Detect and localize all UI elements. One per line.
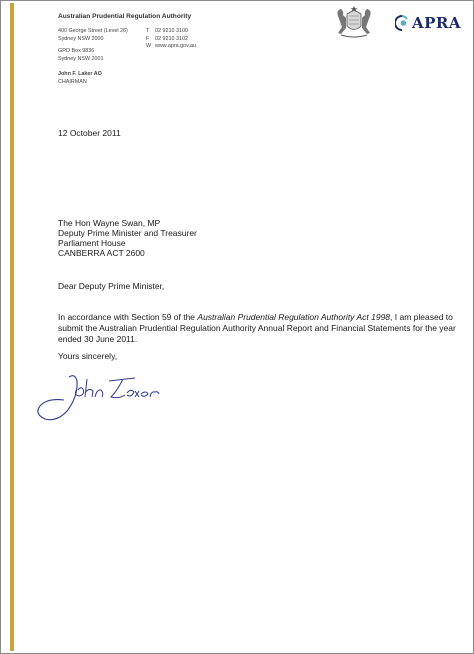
contact-web: W www.apra.gov.au xyxy=(146,43,196,49)
contact-details xyxy=(146,28,196,51)
contact-fax: F 02 9210 3102 xyxy=(146,35,188,42)
coat-of-arms-icon xyxy=(335,6,373,40)
gold-margin-bar xyxy=(10,3,14,651)
recipient-address: The Hon Wayne Swan, MP Deputy Prime Minister and Treasurer Parliament House CANBERRA ACT 2600 xyxy=(58,218,197,258)
apra-emblem-icon xyxy=(395,15,409,31)
apra-logo xyxy=(395,13,461,33)
signature xyxy=(31,367,171,427)
postal-address: GPO Box 9836 Sydney NSW 2001 xyxy=(58,48,104,62)
street-address: 400 George Street (Level 26) Sydney NSW 2000 xyxy=(58,28,128,42)
closing: Yours sincerely, xyxy=(58,351,118,361)
salutation: Dear Deputy Prime Minister, xyxy=(58,281,165,291)
contact-phone: T 02 9210 3100 xyxy=(146,28,188,34)
body-paragraph: In accordance with Section 59 of the Australian Prudential Regulation Authority Act 1998, I am pleased to submit the Australian Prudential Regulation Authority Annual Report and Financial Statements for the year ended 30 June 2011. xyxy=(58,312,456,344)
act-title: Australian Prudential Regulation Authority Act 1998 xyxy=(197,312,391,322)
letterhead-signer: John F. Laker AO CHAIRMAN xyxy=(58,71,102,85)
organisation-name: Australian Prudential Regulation Authority xyxy=(58,13,192,20)
letter-date: 12 October 2011 xyxy=(58,128,121,138)
apra-logo-text: APRA xyxy=(412,14,462,32)
